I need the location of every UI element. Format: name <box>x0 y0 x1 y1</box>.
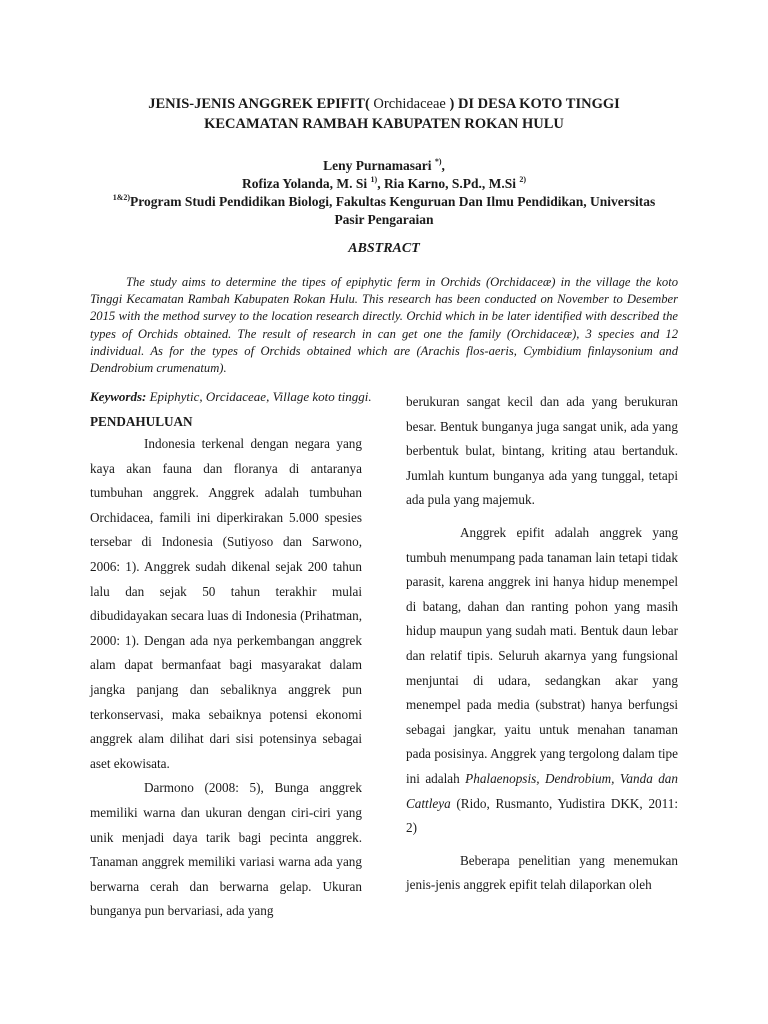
author-1-name: Leny Purnamasari <box>323 158 435 173</box>
author-2-marker: 1) <box>370 175 378 184</box>
paper-title <box>40 94 728 134</box>
title-line-1 <box>40 94 728 114</box>
paragraph-2: Darmono (2008: 5), Bunga anggrek memiliki warna dan ukuran dengan ciri-ciri yang unik menjadi daya tarik bagi pecinta anggrek. Tanaman anggrek memiliki variasi warna ada yang berwarna cerah dan berwarna gelap. Ukuran bunganya pun bervariasi, ada yang <box>90 780 362 919</box>
author-3-name: , Ria Karno, S.Pd., M.Si <box>377 176 520 191</box>
left-column <box>90 412 362 924</box>
section-heading-pendahuluan: PENDAHULUAN <box>90 414 193 429</box>
paragraph-3: berukuran sangat kecil dan ada yang berukuran besar. Bentuk bunganya juga sangat unik, ada yang berbentuk bulat, bintang, kriting atau bertanduk. Jumlah kuntum bunganya ada yang tunggal, tetapi ada pula yang majemuk. <box>406 394 678 508</box>
affiliation-line-2: Pasir Pengaraian <box>334 212 434 227</box>
paragraph-1: Indonesia terkenal dengan negara yang kaya akan fauna dan floranya di antaranya tumbuhan anggrek. Anggrek adalah tumbuhan Orchidacea, famili ini diperkirakan 5.000 spesies tersebar di Indonesia (Sutiyoso dan Sarwono, 2006: 1). Anggrek sudah dikenal sejak 200 tahun lalu dan sejak 50 tahun terakhir mulai dibudidayakan secara luas di Indonesia (Prihatman, 2000: 1). Dengan ada nya perkembangan anggrek alam dapat bermanfaat bagi masyarakat dalam jangka panjang dan sebaliknya anggrek pun terkonservasi, maka sebaiknya potensi ekonomi anggrek alam dilihat dari sisi potensinya sebagai aset ekowisata. <box>90 436 362 771</box>
genus-list: Phalaenopsis, Dendrobium, Vanda dan Cattleya <box>406 770 678 811</box>
author-1-comma: , <box>441 158 445 173</box>
title-taxon: Orchidaceae <box>373 96 446 112</box>
keywords-label: Keywords: <box>90 389 147 404</box>
abstract-text: The study aims to determine the tipes of epiphytic ferm in Orchids (Orchidaceæ) in the village the koto Tinggi Kecamatan Rambah Kabupaten Rokan Hulu. This research has been conducted on November to Desember 2015 with the method survey to the location research directly. Orchid which in be later identified with described the types of Orchids obtained. The result of research in can get one the family (Orchidaceæ), 3 species and 12 individual. As for the types of Orchids obtained which are (Arachis flos-aeris, Cymbidium finlaysonium and Dendrobium crumenatum). <box>90 275 678 376</box>
author-line-1 <box>40 157 728 175</box>
paragraph-5: Beberapa penelitian yang menemukan jenis-jenis anggrek epifit telah dilaporkan oleh <box>406 852 678 893</box>
keywords-value: Epiphytic, Orcidaceae, Village koto tinggi. <box>146 389 372 404</box>
title-prefix: JENIS-JENIS ANGGREK EPIFIT( <box>148 96 374 112</box>
paragraph-4-citation: (Rido, Rusmanto, Yudistira DKK, 2011: 2) <box>406 795 678 836</box>
affiliation-line-1 <box>40 193 728 211</box>
author-block <box>40 157 728 229</box>
author-line-2 <box>40 175 728 193</box>
affiliation-marker: 1&2) <box>112 193 131 202</box>
paragraph-4-text: Anggrek epifit adalah anggrek yang tumbuh menumpang pada tanaman lain tetapi tidak parasit, karena anggrek ini hanya hidup menempel di batang, dahan dan ranting pohon yang masih hidup maupun yang sudah mati. Bentuk daun lebar dan relatif tipis. Seluruh akarnya yang fungsional menjuntai di udara, sedangkan akar yang menempel pada media (substrat) hanya berfungsi sebagai jangkar, yaitu untuk menahan tanaman pada posisinya. Anggrek yang tergolong dalam tipe ini adalah <box>406 524 678 786</box>
title-suffix: ) DI DESA KOTO TINGGI <box>445 96 620 112</box>
author-2-name: Rofiza Yolanda, M. Si <box>242 176 371 191</box>
author-3-marker: 2) <box>519 175 526 184</box>
title-line-2: KECAMATAN RAMBAH KABUPATEN ROKAN HULU <box>204 116 564 132</box>
affiliation-text: Program Studi Pendidikan Biologi, Fakultas Kenguruan Dan Ilmu Pendidikan, Universitas <box>130 194 656 209</box>
author-1-marker: *) <box>434 157 442 166</box>
right-column <box>406 390 678 898</box>
abstract-heading: ABSTRACT <box>348 241 420 256</box>
paragraph-4 <box>406 521 678 841</box>
